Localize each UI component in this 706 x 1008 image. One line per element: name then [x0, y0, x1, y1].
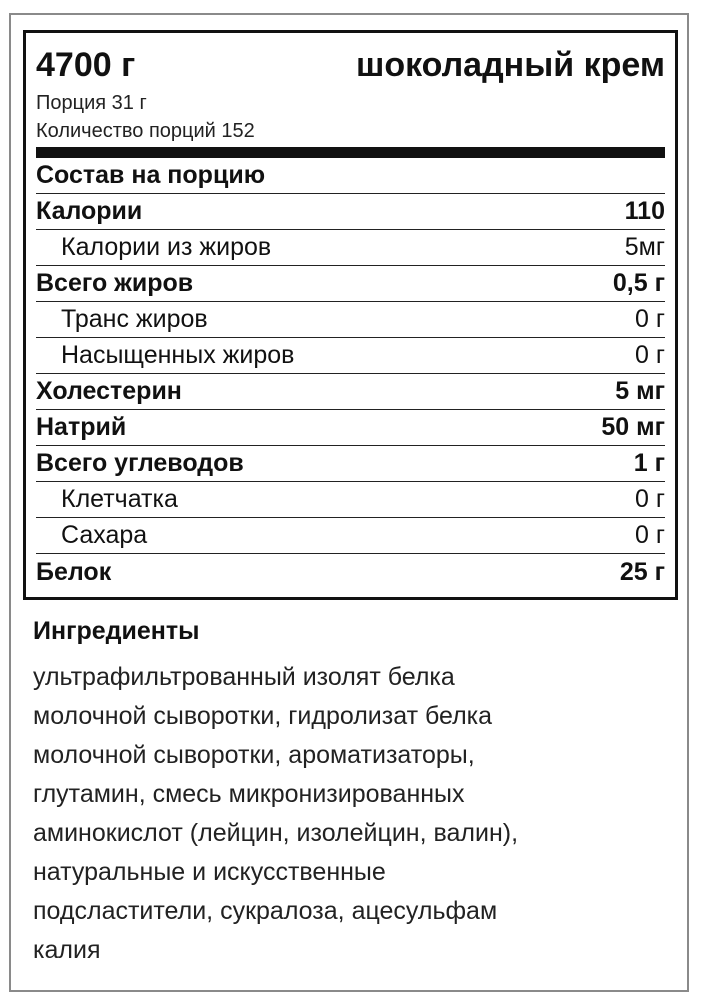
nutrient-row [36, 554, 665, 590]
nutrient-label: Сахара [61, 521, 148, 549]
nutrient-value: 25 г [619, 557, 665, 586]
nutrient-label: Натрий [36, 413, 127, 441]
ingredients-line: молочной сыворотки, ароматизаторы, [33, 741, 475, 769]
nutrient-row [36, 194, 665, 230]
nutrient-value: 0 г [635, 485, 665, 513]
nutrient-label: Клетчатка [61, 485, 178, 513]
nutrition-facts-panel [23, 30, 678, 600]
servings-count: Количество порций 152 [36, 120, 255, 142]
nutrient-value: 0 г [635, 305, 665, 333]
ingredients-line: калия [33, 936, 101, 964]
nutrient-rows [36, 158, 665, 590]
package-weight: 4700 г [36, 46, 136, 84]
ingredients-line: ультрафильтрованный изолят белка [33, 663, 455, 691]
nutrient-row [36, 230, 665, 266]
nutrient-value: 110 [624, 197, 665, 225]
ingredients-line: натуральные и искусственные [33, 858, 386, 886]
nutrient-value: 5 мг [615, 377, 665, 405]
nutrient-value: 1 г [633, 449, 665, 477]
nutrient-row [36, 374, 665, 410]
nutrient-label: Холестерин [36, 377, 182, 405]
nutrient-label: Насыщенных жиров [61, 341, 295, 369]
nutrient-row [36, 446, 665, 482]
nutrient-value: 0 г [635, 341, 665, 369]
thick-divider [36, 147, 665, 158]
nutrient-value: 0 г [635, 521, 665, 549]
ingredients-line: подсластители, сукралоза, ацесульфам [33, 897, 498, 925]
nutrient-row [36, 266, 665, 302]
nutrient-label: Всего углеводов [36, 449, 244, 477]
nutrient-value: 5мг [624, 233, 665, 261]
nutrient-label: Белок [36, 557, 112, 586]
per-serving-heading [36, 158, 665, 194]
ingredients-line: аминокислот (лейцин, изолейцин, валин), [33, 819, 519, 847]
nutrient-value: 50 мг [601, 413, 665, 441]
product-name: шоколадный крем [355, 46, 665, 84]
nutrient-row [36, 482, 665, 518]
per-serving-heading-label: Состав на порцию [36, 161, 266, 189]
nutrient-row [36, 338, 665, 374]
nutrient-value: 0,5 г [612, 269, 665, 297]
ingredients-text [33, 658, 658, 970]
nutrient-label: Калории [36, 197, 143, 225]
header-row [36, 45, 665, 85]
serving-size: Порция 31 г [36, 92, 147, 114]
ingredients-line: молочной сыворотки, гидролизат белка [33, 702, 493, 730]
nutrient-label: Всего жиров [36, 269, 194, 297]
nutrient-label: Калории из жиров [61, 233, 272, 261]
nutrient-row [36, 410, 665, 446]
nutrient-label: Транс жиров [61, 305, 208, 333]
ingredients-line: глутамин, смесь микронизированных [33, 780, 465, 808]
nutrient-row [36, 518, 665, 554]
nutrient-row [36, 302, 665, 338]
ingredients-title: Ингредиенты [33, 617, 200, 645]
